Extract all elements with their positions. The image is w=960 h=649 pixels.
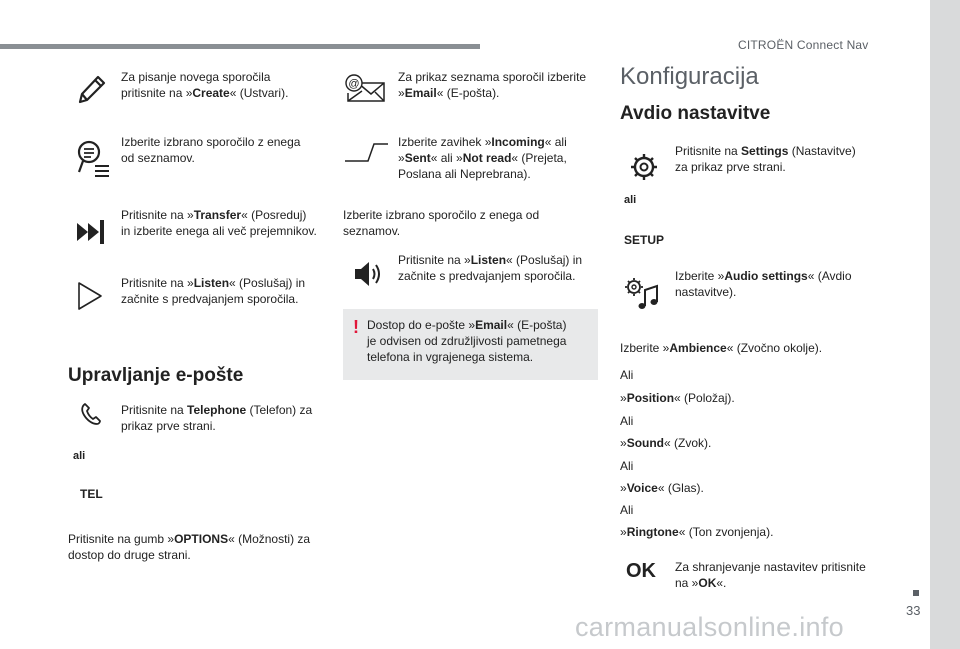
ambience-text: Izberite »Ambience« (Zvočno okolje). xyxy=(620,341,823,355)
ali-label-1: ali xyxy=(73,450,86,462)
options-text: Pritisnite na gumb »OPTIONS« (Možnosti) za dostop do druge strani. xyxy=(68,532,311,562)
email-list-text: Za prikaz seznama sporočil izberite »Email« (E-pošta). xyxy=(398,70,587,100)
email-section-heading: Upravljanje e-pošte xyxy=(68,365,244,386)
page-title: Konfiguracija xyxy=(620,63,759,90)
ali-3: Ali xyxy=(620,459,634,473)
telephone-text: Pritisnite na Telephone (Telefon) za prikaz prve strani. xyxy=(121,403,313,433)
ok-button-label: OK xyxy=(626,560,656,582)
phone-icon xyxy=(79,401,103,427)
warning-mark: ! xyxy=(353,317,359,337)
transfer-icon xyxy=(74,217,106,247)
ali-4: Ali xyxy=(620,503,634,517)
listen-text-2: Pritisnite na »Listen« (Poslušaj) in začnite s predvajanjem sporočila. xyxy=(398,253,583,283)
speaker-icon xyxy=(352,259,384,289)
save-text: Za shranjevanje nastavitev pritisnite na »OK«. xyxy=(675,560,866,590)
transfer-text: Pritisnite na »Transfer« (Posreduj) in izberite enega ali več prejemnikov. xyxy=(121,208,317,238)
ali-label-2: ali xyxy=(624,194,637,206)
pencil-icon xyxy=(76,73,106,105)
create-text: Za pisanje novega sporočila pritisnite na »Create« (Ustvari). xyxy=(121,70,289,100)
audio-settings-text: Izberite »Audio settings« (Avdio nastavitve). xyxy=(675,269,852,299)
position-text: »Position« (Položaj). xyxy=(620,391,735,405)
page-marker xyxy=(913,590,919,596)
tel-button-label: TEL xyxy=(80,487,103,501)
tab-icon xyxy=(344,141,390,163)
audio-settings-icon xyxy=(623,276,661,312)
gear-icon xyxy=(629,152,659,182)
audio-section-heading: Avdio nastavitve xyxy=(620,103,771,124)
message-list-icon xyxy=(75,138,111,178)
select-message-text-2: Izberite izbrano sporočilo z enega od seznamov. xyxy=(343,208,540,238)
select-message-text: Izberite izbrano sporočilo z enega od seznamov. xyxy=(121,135,301,165)
side-band xyxy=(930,0,960,649)
incoming-text: Izberite zavihek »Incoming« ali »Sent« ali »Not read« (Prejeta, Poslana ali Neprebrana). xyxy=(398,135,567,181)
voice-text: »Voice« (Glas). xyxy=(620,481,704,495)
brand-title: CITROËN Connect Nav xyxy=(738,38,869,52)
ali-1: Ali xyxy=(620,368,634,382)
page-number: 33 xyxy=(906,603,921,618)
watermark: carmanualsonline.info xyxy=(575,612,844,642)
ringtone-text: »Ringtone« (Ton zvonjenja). xyxy=(620,525,774,539)
play-icon xyxy=(77,281,103,311)
email-icon xyxy=(344,73,386,103)
settings-text: Pritisnite na Settings (Nastavitve) za prikaz prve strani. xyxy=(675,144,856,174)
svg-text:@: @ xyxy=(348,78,360,90)
ali-2: Ali xyxy=(620,414,634,428)
note-text: Dostop do e-pošte »Email« (E-pošta) je odvisen od združljivosti pametnega telefona in vgrajenega sistema. xyxy=(367,318,567,364)
setup-button-label: SETUP xyxy=(624,233,665,247)
sound-text: »Sound« (Zvok). xyxy=(620,436,712,450)
listen-text-1: Pritisnite na »Listen« (Poslušaj) in začnite s predvajanjem sporočila. xyxy=(121,276,306,306)
header-bar xyxy=(0,44,480,49)
